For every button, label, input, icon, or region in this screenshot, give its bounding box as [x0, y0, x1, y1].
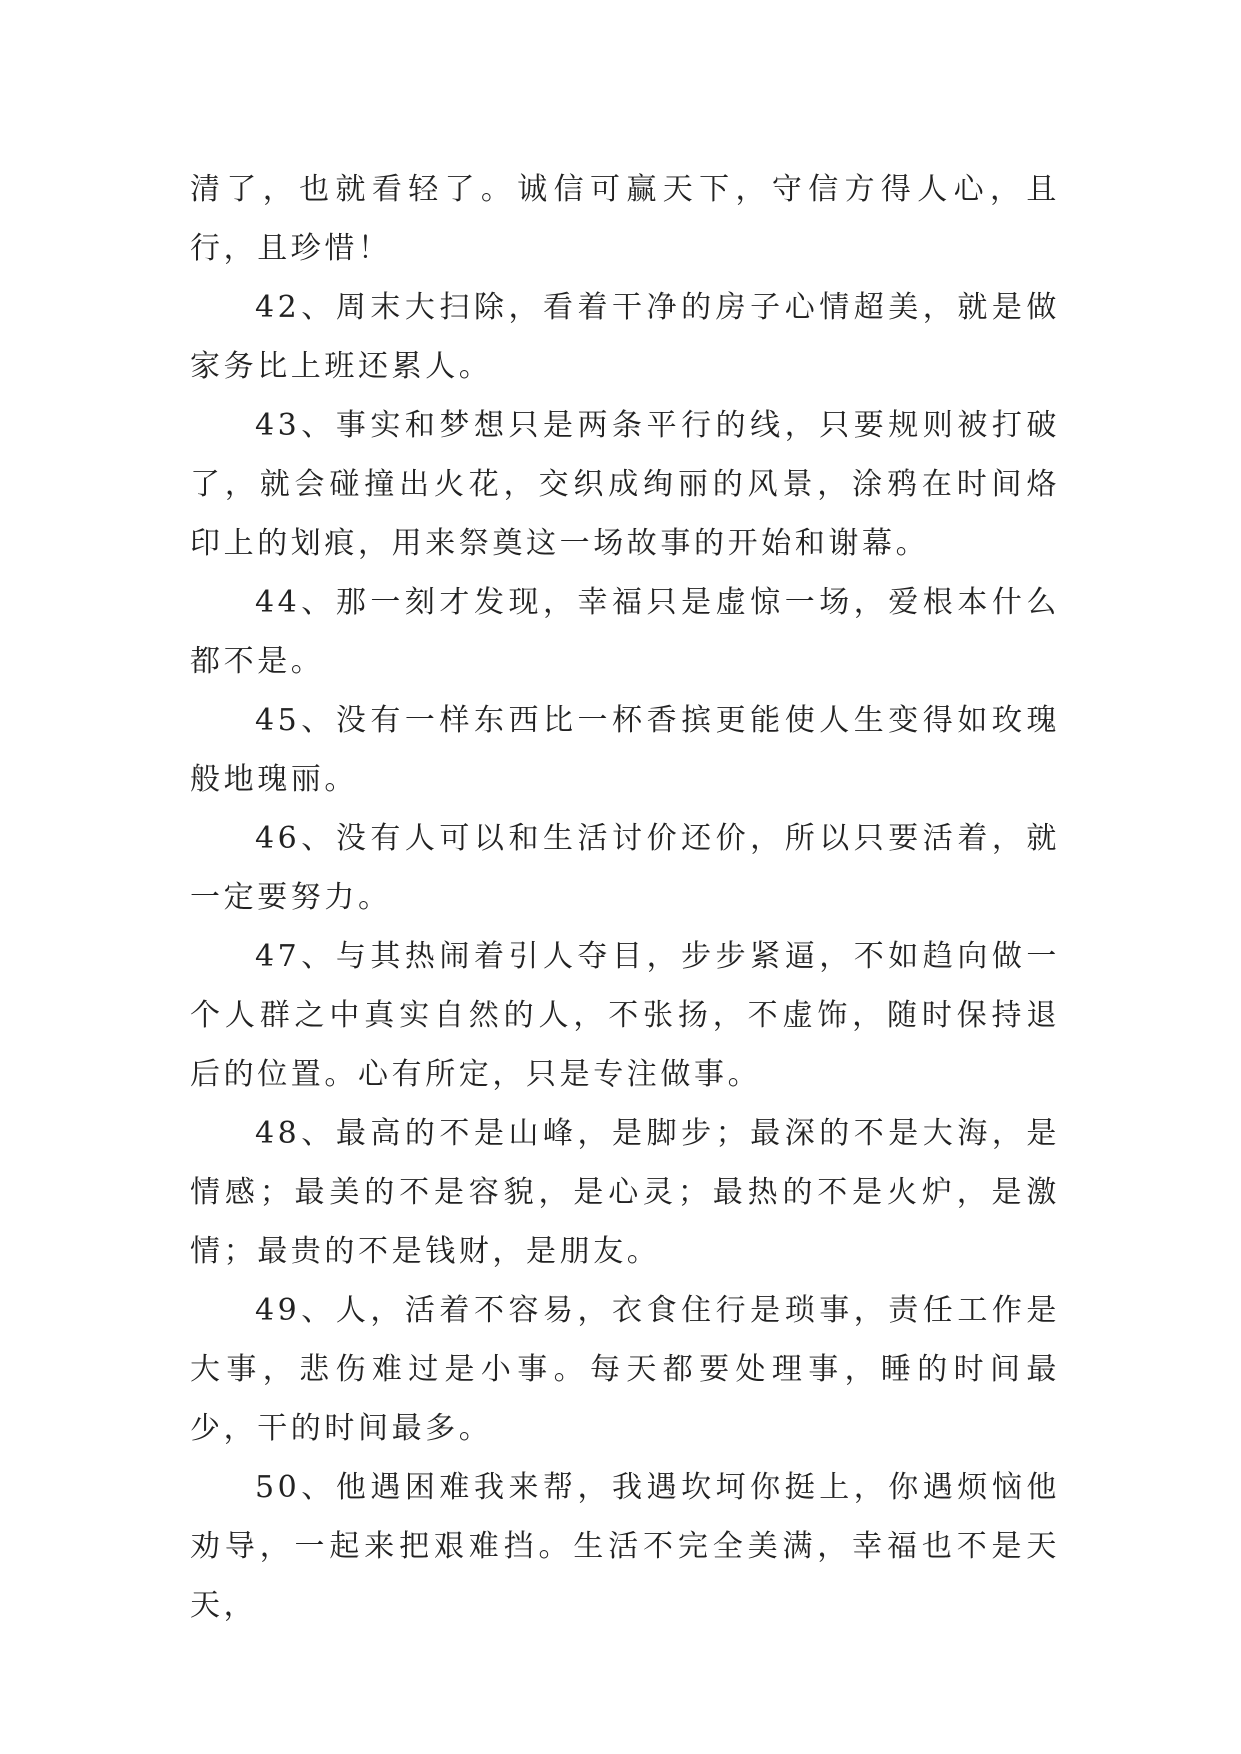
paragraph-item-46: 46、没有人可以和生活讨价还价，所以只要活着，就一定要努力。	[190, 821, 1060, 915]
paragraph-continuation: 清了，也就看轻了。诚信可赢天下，守信方得人心，且行，且珍惜！	[190, 172, 1060, 266]
paragraph-item-50: 50、他遇困难我来帮，我遇坎坷你挺上，你遇烦恼他劝导，一起来把艰难挡。生活不完全美满，幸福也不是天天，	[190, 1470, 1060, 1623]
paragraph-item-45: 45、没有一样东西比一杯香摈更能使人生变得如玫瑰般地瑰丽。	[190, 703, 1060, 797]
document-page	[190, 160, 1060, 1635]
paragraph-item-44: 44、那一刻才发现，幸福只是虚惊一场，爱根本什么都不是。	[190, 585, 1060, 679]
paragraph-item-43: 43、事实和梦想只是两条平行的线，只要规则被打破了，就会碰撞出火花，交织成绚丽的风景，涂鸦在时间烙印上的划痕，用来祭奠这一场故事的开始和谢幕。	[190, 408, 1060, 561]
paragraph-item-42: 42、周末大扫除，看着干净的房子心情超美，就是做家务比上班还累人。	[190, 290, 1060, 384]
paragraph-item-49: 49、人，活着不容易，衣食住行是琐事，责任工作是大事，悲伤难过是小事。每天都要处理事，睡的时间最少，干的时间最多。	[190, 1293, 1060, 1446]
paragraph-item-48: 48、最高的不是山峰，是脚步；最深的不是大海，是情感；最美的不是容貌，是心灵；最热的不是火炉，是激情；最贵的不是钱财，是朋友。	[190, 1116, 1060, 1269]
paragraph-item-47: 47、与其热闹着引人夺目，步步紧逼，不如趋向做一个人群之中真实自然的人，不张扬，不虚饰，随时保持退后的位置。心有所定，只是专注做事。	[190, 939, 1060, 1092]
